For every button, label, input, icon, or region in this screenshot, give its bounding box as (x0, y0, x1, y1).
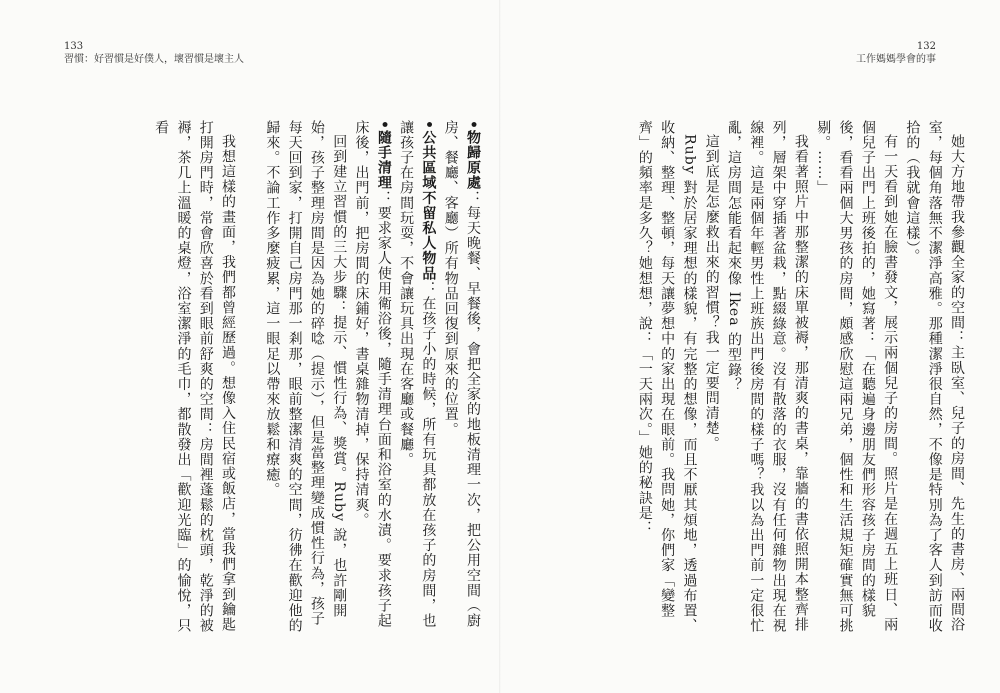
body-paragraph: 我看著照片中那整潔的床單被褥，那清爽的書桌，靠牆的書依照開本整齊排列，層架中穿插著盆栽，點綴綠意。沒有散落的衣服，沒有任何雜物出現在視線裡。這是兩個年輕男性上班族出門後房間的樣子嗎？我以為出門前一定很忙亂，這房間怎能看起來像 Ikea 的型錄？ (726, 120, 809, 634)
body-paragraph: Ruby 對於居家理想的樣貌，有完整的想像，而且不厭其煩地，透過布置、收納、整理、整頓，每天讓夢想中的家出現在眼前。我問她，你們家「變整齊」的頻率是多久？她想想，說：「一天兩次。」她的秘訣是： (636, 120, 698, 634)
bullet-text: ：要求家人使用衛浴後，隨手清理台面和浴室的水漬。要求孩子起床後，出門前，把房間的床鋪好，書桌雜物清掉，保持清爽。 (353, 120, 392, 629)
body-paragraph: 她大方地帶我參觀全家的空間：主臥室、兒子的房間、先生的書房、兩間浴室，每個角落無不潔淨高雅。那種潔淨很自然，不像是特別為了客人到訪而收拾的（我就會這樣）。 (904, 120, 965, 634)
bullet-text: ：在孩子小的時候，所有玩具都放在孩子的房間，也讓孩子在房間玩耍，不會讓玩具出現在客廳或餐廳。 (398, 120, 437, 629)
right-page-number: 132 (916, 41, 936, 52)
body-paragraph: 我想這樣的畫面，我們都曾經歷過。想像入住民宿或飯店，當我們拿到鑰匙打開房門時，常會欣喜於看到眼前舒爽的空間：房間裡蓬鬆的枕頭，乾淨的被褥，茶几上溫暖的桌燈，浴室潔淨的毛巾，都散發出「歡迎光臨」的愉悅，只看 (153, 120, 237, 634)
left-page-header (64, 40, 244, 66)
right-page-body (548, 120, 968, 640)
bullet-title: 物歸原處 (465, 130, 481, 191)
body-paragraph: 回到建立習慣的三大步驟：提示、慣性行為、獎賞。Ruby 說，也許剛開始，孩子整理房間是因為她的碎唸（提示），但是當整理變成慣性行為，孩子每天回到家，打開自己房門那一剎那，眼前整潔清爽的空間，彷彿在歡迎他的歸來。不論工作多麼疲累，這一眼足以帶來放鬆和療癒。 (264, 120, 348, 634)
bullet-title: 公共區域不留私人物品 (420, 130, 437, 282)
bullet-item (439, 120, 484, 640)
bullet-marker: • (375, 120, 392, 131)
body-paragraph: 有一天看到她在臉書發文，展示兩個兒子的房間。照片是在週五上班日、兩個兒子出門上班後拍的，她寫著：「在聽遍身邊朋友們形容孩子房間的樣貌後，看看兩個大男孩的房間，頗感欣慰這兩兄弟，個性和生活規矩確實無可挑剔。……」 (815, 120, 899, 634)
bullet-marker: • (420, 120, 437, 131)
bullet-item (350, 120, 395, 640)
left-running-head: 習慣：好習慣是好僕人，壞習慣是壞主人 (64, 54, 244, 65)
bullet-text: ：每天晚餐、早餐後，會把全家的地板清理一次，把公用空間（廚房、餐廳、客廳）所有物品回復到原來的位置。 (442, 120, 481, 629)
bullet-item (395, 120, 440, 640)
book-gutter (499, 0, 501, 693)
bullet-title: 隨手清理 (375, 130, 392, 191)
bullet-marker: • (465, 120, 481, 131)
left-page-number: 133 (64, 41, 84, 52)
right-page-header (856, 40, 936, 66)
left-page-body (64, 120, 484, 640)
body-paragraph: 這到底是怎麼救出來的習慣？我一定要問清楚。 (703, 134, 720, 452)
right-running-head: 工作媽媽學會的事 (856, 54, 936, 65)
